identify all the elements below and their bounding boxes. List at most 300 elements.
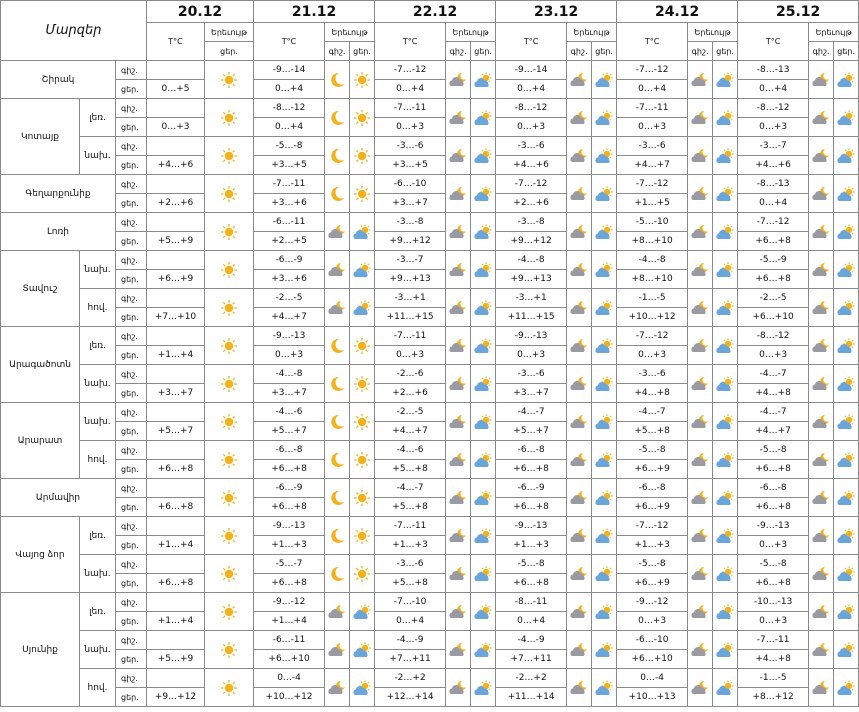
subzone-name: նախ.: [80, 555, 116, 593]
temperature-cell: -3…-6: [617, 365, 688, 384]
table-row: [1, 365, 859, 384]
date-header: 21.12: [254, 1, 375, 23]
temperature-cell: +10…+12: [617, 308, 688, 327]
phenomenon-col-header: Երեւույթ: [325, 23, 375, 42]
night-subheader: գիշ.: [446, 42, 471, 61]
date-header: 23.12: [496, 1, 617, 23]
region-name: Արարատ: [1, 403, 80, 479]
temperature-cell: +5…+8: [375, 498, 446, 517]
table-row: [1, 137, 859, 156]
temperature-cell: [147, 517, 205, 536]
partly-cloudy-night-icon: [446, 631, 471, 669]
night-subheader: գիշ.: [325, 42, 350, 61]
sun-icon: [205, 669, 254, 707]
temperature-cell: -4…-6: [375, 441, 446, 460]
temperature-cell: [147, 479, 205, 498]
sun-icon: [205, 593, 254, 631]
partly-cloudy-icon: [471, 479, 496, 517]
partly-cloudy-icon: [592, 251, 617, 289]
temperature-cell: -3…-8: [496, 213, 567, 232]
temperature-cell: 0…+3: [738, 612, 809, 631]
temperature-cell: -6…-10: [375, 175, 446, 194]
night-subheader: գիշ.: [567, 42, 592, 61]
temperature-cell: +7…+11: [375, 650, 446, 669]
temperature-cell: -9…-13: [254, 327, 325, 346]
temp-col-header: T°C: [496, 23, 567, 61]
temperature-cell: -4…-6: [254, 403, 325, 422]
partly-cloudy-night-icon: [325, 669, 350, 707]
partly-cloudy-night-icon: [446, 517, 471, 555]
temperature-cell: -6…-9: [254, 251, 325, 270]
sun-icon: [350, 137, 375, 175]
temperature-cell: -7…-12: [617, 175, 688, 194]
partly-cloudy-icon: [713, 403, 738, 441]
partly-cloudy-night-icon: [567, 251, 592, 289]
region-name: Տավուշ: [1, 251, 80, 327]
partly-cloudy-night-icon: [325, 593, 350, 631]
temperature-cell: [147, 61, 205, 80]
partly-cloudy-night-icon: [809, 289, 834, 327]
sun-icon: [350, 517, 375, 555]
temperature-cell: -6…-8: [254, 441, 325, 460]
temperature-cell: -3…-7: [375, 251, 446, 270]
day-part-label: գիշ.: [116, 479, 147, 498]
moon-icon: [325, 99, 350, 137]
partly-cloudy-night-icon: [688, 251, 713, 289]
date-header: 25.12: [738, 1, 859, 23]
phenomenon-col-header: Երեւույթ: [567, 23, 617, 42]
temperature-cell: -3…+1: [496, 289, 567, 308]
regions-header: Մարզեր: [1, 1, 147, 61]
temperature-cell: 0…+4: [254, 80, 325, 99]
partly-cloudy-night-icon: [446, 175, 471, 213]
partly-cloudy-icon: [834, 99, 859, 137]
partly-cloudy-icon: [713, 441, 738, 479]
temperature-cell: +6…+9: [617, 574, 688, 593]
partly-cloudy-night-icon: [809, 593, 834, 631]
temperature-cell: 0…+3: [617, 612, 688, 631]
night-subheader: գիշ.: [809, 42, 834, 61]
day-part-label: գիշ.: [116, 175, 147, 194]
temperature-cell: -2…-6: [375, 365, 446, 384]
partly-cloudy-icon: [834, 327, 859, 365]
temperature-cell: -2…-5: [738, 289, 809, 308]
sun-icon: [350, 441, 375, 479]
day-part-label: գիշ.: [116, 441, 147, 460]
temperature-cell: -6…-11: [254, 213, 325, 232]
partly-cloudy-night-icon: [567, 213, 592, 251]
partly-cloudy-icon: [592, 631, 617, 669]
temperature-cell: -7…-10: [375, 593, 446, 612]
day-part-label: գիշ.: [116, 61, 147, 80]
partly-cloudy-icon: [592, 441, 617, 479]
temperature-cell: +6…+8: [738, 574, 809, 593]
sun-icon: [205, 631, 254, 669]
partly-cloudy-night-icon: [688, 365, 713, 403]
temperature-cell: +2…+6: [496, 194, 567, 213]
sun-icon: [350, 327, 375, 365]
partly-cloudy-icon: [713, 213, 738, 251]
temperature-cell: [147, 327, 205, 346]
temperature-cell: +5…+9: [147, 232, 205, 251]
partly-cloudy-night-icon: [688, 479, 713, 517]
day-subheader: ցեր.: [713, 42, 738, 61]
temperature-cell: +12…+14: [375, 688, 446, 707]
temperature-cell: -7…-12: [496, 175, 567, 194]
subzone-name: նախ.: [80, 251, 116, 289]
temperature-cell: -7…-11: [375, 517, 446, 536]
partly-cloudy-icon: [713, 137, 738, 175]
partly-cloudy-night-icon: [446, 365, 471, 403]
moon-icon: [325, 327, 350, 365]
temperature-cell: +6…+8: [147, 460, 205, 479]
partly-cloudy-night-icon: [809, 479, 834, 517]
temperature-cell: +5…+8: [375, 574, 446, 593]
temperature-cell: -8…-13: [738, 61, 809, 80]
partly-cloudy-icon: [471, 593, 496, 631]
day-part-label: ցեր.: [116, 346, 147, 365]
partly-cloudy-night-icon: [809, 327, 834, 365]
temperature-cell: 0…+3: [254, 346, 325, 365]
temperature-cell: -9…-13: [496, 327, 567, 346]
temperature-cell: +9…+12: [496, 232, 567, 251]
region-name: Սյունիք: [1, 593, 80, 707]
region-name: Արմավիր: [1, 479, 116, 517]
temp-col-header: T°C: [738, 23, 809, 61]
temperature-cell: +7…+10: [147, 308, 205, 327]
temperature-cell: -8…-12: [496, 99, 567, 118]
temperature-cell: +4…+7: [738, 422, 809, 441]
temperature-cell: +11…+15: [375, 308, 446, 327]
temperature-cell: -4…-7: [617, 403, 688, 422]
temperature-cell: +6…+8: [738, 498, 809, 517]
temperature-cell: +2…+5: [254, 232, 325, 251]
moon-icon: [325, 479, 350, 517]
subzone-name: նախ.: [80, 137, 116, 175]
temperature-cell: -9…-13: [738, 517, 809, 536]
temperature-cell: +6…+8: [147, 498, 205, 517]
partly-cloudy-night-icon: [446, 669, 471, 707]
partly-cloudy-night-icon: [688, 669, 713, 707]
sun-icon: [205, 61, 254, 99]
partly-cloudy-night-icon: [688, 175, 713, 213]
partly-cloudy-night-icon: [809, 669, 834, 707]
temperature-cell: +1…+4: [147, 612, 205, 631]
phenomenon-col-header: Երեւույթ: [809, 23, 859, 42]
partly-cloudy-icon: [834, 365, 859, 403]
partly-cloudy-night-icon: [567, 403, 592, 441]
temperature-cell: [147, 137, 205, 156]
temperature-cell: -6…-8: [496, 441, 567, 460]
partly-cloudy-icon: [471, 555, 496, 593]
temperature-cell: 0…-4: [254, 669, 325, 688]
sun-icon: [350, 479, 375, 517]
temperature-cell: +6…+9: [617, 460, 688, 479]
partly-cloudy-icon: [350, 289, 375, 327]
temperature-cell: -5…-10: [617, 213, 688, 232]
day-part-label: ցեր.: [116, 384, 147, 403]
partly-cloudy-icon: [471, 441, 496, 479]
temperature-cell: -3…+1: [375, 289, 446, 308]
partly-cloudy-night-icon: [446, 137, 471, 175]
day-part-label: գիշ.: [116, 99, 147, 118]
temperature-cell: [147, 555, 205, 574]
temperature-cell: +11…+14: [496, 688, 567, 707]
temperature-cell: -1…-5: [738, 669, 809, 688]
partly-cloudy-night-icon: [809, 137, 834, 175]
partly-cloudy-night-icon: [446, 61, 471, 99]
temperature-cell: +8…+12: [738, 688, 809, 707]
temperature-cell: +5…+8: [617, 422, 688, 441]
partly-cloudy-night-icon: [567, 555, 592, 593]
partly-cloudy-night-icon: [446, 555, 471, 593]
temperature-cell: -8…-12: [738, 327, 809, 346]
partly-cloudy-icon: [471, 631, 496, 669]
temperature-cell: -3…-6: [496, 365, 567, 384]
sun-icon: [205, 479, 254, 517]
day-part-label: ցեր.: [116, 612, 147, 631]
temperature-cell: -4…-8: [617, 251, 688, 270]
partly-cloudy-night-icon: [567, 517, 592, 555]
partly-cloudy-icon: [592, 289, 617, 327]
table-row: [1, 61, 859, 80]
moon-icon: [325, 555, 350, 593]
partly-cloudy-icon: [350, 669, 375, 707]
temperature-cell: 0…-4: [617, 669, 688, 688]
sun-icon: [205, 137, 254, 175]
temperature-cell: -7…-12: [738, 213, 809, 232]
sun-icon: [350, 555, 375, 593]
partly-cloudy-icon: [834, 669, 859, 707]
temperature-cell: +4…+8: [738, 384, 809, 403]
temperature-cell: +11…+15: [496, 308, 567, 327]
partly-cloudy-icon: [592, 213, 617, 251]
partly-cloudy-icon: [834, 441, 859, 479]
partly-cloudy-icon: [713, 479, 738, 517]
partly-cloudy-night-icon: [809, 251, 834, 289]
temperature-cell: -5…-8: [617, 555, 688, 574]
partly-cloudy-icon: [592, 555, 617, 593]
partly-cloudy-night-icon: [567, 479, 592, 517]
region-name: Գեղարքունիք: [1, 175, 116, 213]
partly-cloudy-night-icon: [688, 517, 713, 555]
sun-icon: [350, 403, 375, 441]
temperature-cell: 0…+3: [496, 346, 567, 365]
sun-icon: [205, 289, 254, 327]
partly-cloudy-night-icon: [688, 289, 713, 327]
temperature-cell: +5…+8: [375, 460, 446, 479]
temperature-cell: +6…+8: [496, 460, 567, 479]
day-part-label: գիշ.: [116, 669, 147, 688]
partly-cloudy-icon: [471, 289, 496, 327]
partly-cloudy-night-icon: [567, 99, 592, 137]
temperature-cell: 0…+3: [617, 346, 688, 365]
partly-cloudy-icon: [834, 61, 859, 99]
day-part-label: գիշ.: [116, 555, 147, 574]
temperature-cell: +9…+12: [147, 688, 205, 707]
partly-cloudy-icon: [592, 175, 617, 213]
partly-cloudy-night-icon: [688, 403, 713, 441]
partly-cloudy-icon: [834, 517, 859, 555]
partly-cloudy-icon: [713, 99, 738, 137]
temperature-cell: +3…+6: [254, 194, 325, 213]
partly-cloudy-icon: [592, 593, 617, 631]
table-row: [1, 555, 859, 574]
day-part-label: ցեր.: [116, 156, 147, 175]
subzone-name: նախ.: [80, 365, 116, 403]
partly-cloudy-night-icon: [325, 631, 350, 669]
day-part-label: ցեր.: [116, 194, 147, 213]
partly-cloudy-icon: [592, 517, 617, 555]
table-row: [1, 669, 859, 688]
temperature-cell: -5…-9: [738, 251, 809, 270]
temperature-cell: +9…+13: [496, 270, 567, 289]
temperature-cell: -8…-12: [738, 99, 809, 118]
temperature-cell: -7…-11: [375, 99, 446, 118]
table-row: [1, 517, 859, 536]
temperature-cell: +6…+8: [496, 574, 567, 593]
day-subheader: ցեր.: [592, 42, 617, 61]
temperature-cell: [147, 403, 205, 422]
temperature-cell: [147, 441, 205, 460]
temperature-cell: 0…+4: [375, 612, 446, 631]
partly-cloudy-night-icon: [325, 251, 350, 289]
partly-cloudy-night-icon: [809, 61, 834, 99]
partly-cloudy-night-icon: [567, 631, 592, 669]
table-row: [1, 441, 859, 460]
subzone-name: հով.: [80, 441, 116, 479]
partly-cloudy-icon: [834, 555, 859, 593]
day-part-label: գիշ.: [116, 517, 147, 536]
temperature-cell: -3…-6: [496, 137, 567, 156]
subzone-name: լեռ.: [80, 99, 116, 137]
temperature-cell: -8…-11: [496, 593, 567, 612]
temperature-cell: +4…+8: [738, 650, 809, 669]
subzone-name: լեռ.: [80, 593, 116, 631]
partly-cloudy-icon: [713, 327, 738, 365]
table-row: [1, 479, 859, 498]
temperature-cell: +3…+6: [254, 270, 325, 289]
day-part-label: ցեր.: [116, 536, 147, 555]
partly-cloudy-night-icon: [567, 61, 592, 99]
day-part-label: գիշ.: [116, 593, 147, 612]
temperature-cell: +9…+12: [375, 232, 446, 251]
partly-cloudy-night-icon: [809, 441, 834, 479]
table-row: [1, 593, 859, 612]
partly-cloudy-night-icon: [688, 213, 713, 251]
temperature-cell: -8…-12: [254, 99, 325, 118]
temperature-cell: +4…+6: [496, 156, 567, 175]
temperature-cell: +5…+9: [147, 650, 205, 669]
day-part-label: գիշ.: [116, 137, 147, 156]
table-header: [1, 1, 859, 61]
day-part-label: գիշ.: [116, 327, 147, 346]
temperature-cell: -5…-8: [496, 555, 567, 574]
partly-cloudy-night-icon: [446, 441, 471, 479]
temperature-cell: 0…+4: [254, 118, 325, 137]
moon-icon: [325, 365, 350, 403]
temperature-cell: +6…+10: [617, 650, 688, 669]
day-part-label: ցեր.: [116, 688, 147, 707]
temperature-cell: -9…-13: [254, 517, 325, 536]
sun-icon: [205, 327, 254, 365]
partly-cloudy-icon: [713, 175, 738, 213]
partly-cloudy-icon: [471, 517, 496, 555]
partly-cloudy-night-icon: [567, 365, 592, 403]
table-row: [1, 403, 859, 422]
temperature-cell: +3…+7: [496, 384, 567, 403]
region-name: Շիրակ: [1, 61, 116, 99]
partly-cloudy-icon: [834, 289, 859, 327]
sun-icon: [350, 61, 375, 99]
sun-icon: [350, 365, 375, 403]
table-row: [1, 289, 859, 308]
phenomenon-col-header: Երեւույթ: [688, 23, 738, 42]
temperature-cell: +5…+7: [147, 422, 205, 441]
day-part-label: գիշ.: [116, 251, 147, 270]
temperature-cell: +10…+12: [254, 688, 325, 707]
day-part-label: ցեր.: [116, 422, 147, 441]
subzone-name: հով.: [80, 289, 116, 327]
subzone-name: նախ.: [80, 403, 116, 441]
day-part-label: ցեր.: [116, 80, 147, 99]
partly-cloudy-night-icon: [325, 289, 350, 327]
moon-icon: [325, 403, 350, 441]
sun-icon: [205, 251, 254, 289]
partly-cloudy-night-icon: [809, 365, 834, 403]
temperature-cell: +6…+8: [147, 574, 205, 593]
temperature-cell: -9…-12: [617, 593, 688, 612]
partly-cloudy-icon: [592, 479, 617, 517]
partly-cloudy-icon: [713, 669, 738, 707]
temperature-cell: -9…-12: [254, 593, 325, 612]
temperature-cell: -2…-5: [375, 403, 446, 422]
temperature-cell: -3…-6: [375, 137, 446, 156]
partly-cloudy-night-icon: [446, 289, 471, 327]
temperature-cell: +3…+5: [254, 156, 325, 175]
temperature-cell: -7…-12: [617, 327, 688, 346]
partly-cloudy-icon: [471, 99, 496, 137]
day-part-label: գիշ.: [116, 403, 147, 422]
partly-cloudy-night-icon: [567, 175, 592, 213]
temperature-cell: +5…+7: [254, 422, 325, 441]
temperature-cell: -7…-12: [617, 61, 688, 80]
temperature-cell: 0…+3: [738, 118, 809, 137]
temperature-cell: [147, 365, 205, 384]
partly-cloudy-night-icon: [688, 631, 713, 669]
partly-cloudy-icon: [834, 631, 859, 669]
temp-col-header: T°C: [617, 23, 688, 61]
table-row: [1, 631, 859, 650]
partly-cloudy-icon: [592, 669, 617, 707]
temperature-cell: +1…+5: [617, 194, 688, 213]
temperature-cell: -7…-11: [738, 631, 809, 650]
temperature-cell: +1…+4: [147, 536, 205, 555]
sun-icon: [205, 175, 254, 213]
day-part-label: գիշ.: [116, 213, 147, 232]
temperature-cell: 0…+3: [738, 536, 809, 555]
temperature-cell: +6…+8: [738, 460, 809, 479]
temperature-cell: 0…+4: [738, 80, 809, 99]
temperature-cell: 0…+3: [617, 118, 688, 137]
temperature-cell: -3…-6: [617, 137, 688, 156]
partly-cloudy-night-icon: [567, 593, 592, 631]
temperature-cell: [147, 213, 205, 232]
partly-cloudy-night-icon: [688, 555, 713, 593]
temperature-cell: +1…+4: [254, 612, 325, 631]
temperature-cell: -6…-8: [738, 479, 809, 498]
partly-cloudy-night-icon: [567, 327, 592, 365]
